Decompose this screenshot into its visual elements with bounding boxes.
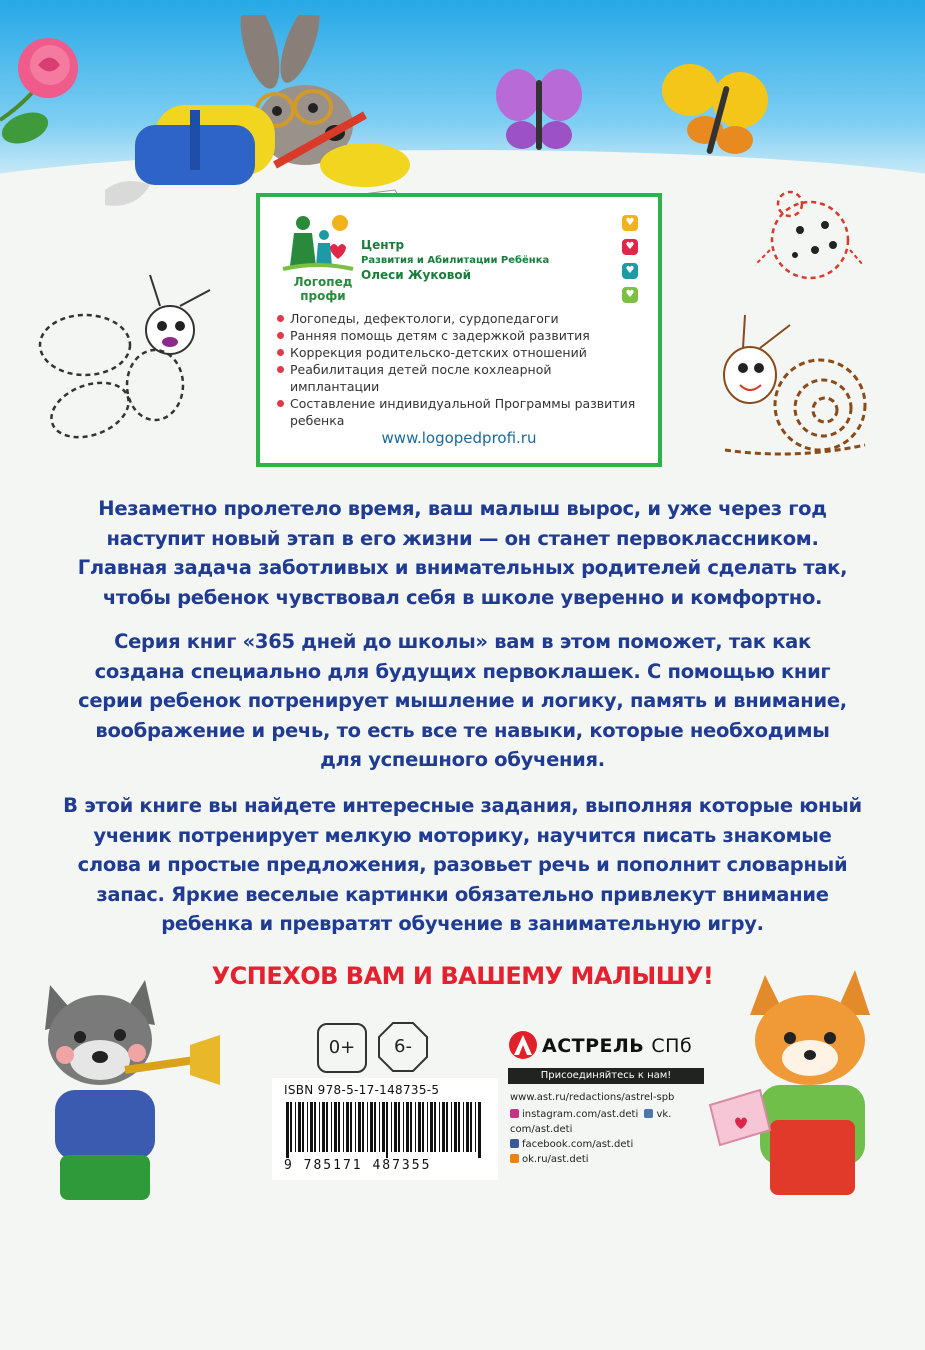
text-line: воображение и речь, то есть все те навыки, которые необходимы [95,718,830,742]
barcode-bar [442,1102,445,1152]
barcode-bar [362,1102,364,1152]
barcode-bar [439,1102,440,1152]
publisher-name-main: АСТРЕЛЬ [542,1035,645,1057]
barcode-bar [346,1102,349,1152]
barcode-bar [379,1102,380,1152]
join-us-banner: Присоединяйтесь к нам! [508,1068,704,1084]
barcode-bar [358,1102,361,1152]
paragraph-series [40,627,885,775]
services-list [274,310,644,429]
service-item: Логопеды, дефектологи, сурдопедагоги [274,310,644,327]
barcode-bar [310,1102,313,1152]
heart-icons-column [622,215,642,311]
barcode-bar [326,1102,328,1152]
barcode-bar [319,1102,320,1152]
barcode-digits: 9 785171 487355 [284,1158,432,1173]
barcode-bar [322,1102,325,1152]
paragraph-book [40,791,885,939]
barcode-bar [290,1102,292,1152]
vk-link[interactable]: vk. [656,1109,672,1120]
barcode-bar [427,1102,428,1152]
social-row-instagram [510,1107,710,1122]
logopedprofi-logo [278,211,358,301]
wolf-trumpet-illustration [25,965,225,1200]
heart-icon: ♥ [622,239,638,255]
isbn-label: ISBN 978-5-17-148735-5 [284,1083,440,1097]
barcode-bar [343,1102,344,1152]
publisher-website-link[interactable]: www.ast.ru/redactions/astrel-spb [510,1092,675,1103]
facebook-icon [510,1139,519,1148]
isbn-block [272,1078,498,1180]
heart-icon: ♥ [622,263,638,279]
dotted-bee-illustration [30,270,230,470]
barcode-bar [451,1102,452,1152]
text-line: наступит новый этап в его жизни — он станет первоклассником. [106,526,819,550]
instagram-icon [510,1109,519,1118]
barcode-bar [415,1102,416,1152]
instagram-link[interactable]: instagram.com/ast.deti [522,1109,639,1120]
heart-icon: ♥ [622,287,638,303]
barcode-bar [406,1102,409,1152]
barcode-bar [418,1102,421,1152]
barcode-bar [334,1102,337,1152]
text-line: ребенка и превратят обучение в занимательную игру. [161,912,764,935]
rose-flower-illustration [0,10,80,150]
publisher-links [510,1090,710,1167]
logopedprofi-website-link[interactable]: www.logopedprofi.ru [381,429,537,447]
center-title [361,238,549,283]
barcode-bar [478,1102,481,1158]
text-line: чтобы ребенок чувствовал себя в школе уверенно и комфортно. [102,585,823,609]
barcode-bar [367,1102,368,1152]
logopedprofi-ad-box [256,193,662,467]
barcode-bar [398,1102,400,1152]
barcode-bar [307,1102,308,1152]
barcode-bar [370,1102,373,1152]
vk-link-continued[interactable]: com/ast.deti [510,1124,573,1135]
barcode-bar [403,1102,404,1152]
logo-label [278,275,368,303]
text-line: создана специально для будущих первоклашек. С помощью книг [94,659,831,683]
astrel-logo-icon [508,1030,538,1060]
barcode-bar [286,1102,289,1158]
barcode-bar [463,1102,464,1152]
facebook-link[interactable]: facebook.com/ast.deti [522,1139,634,1150]
barcode-bar [430,1102,433,1152]
barcode-bar [458,1102,460,1152]
text-line: слова и простые предложения, разовьет речь и пополнит словарный [77,853,848,876]
barcode-bar [391,1102,392,1152]
barcode-image [284,1102,486,1158]
barcode-bar [422,1102,424,1152]
service-item: Реабилитация детей после кохлеарной имплантации [274,361,644,395]
barcode-bar [338,1102,340,1152]
barcode-bar [374,1102,376,1152]
barcode-bar [386,1102,388,1158]
social-row-ok [510,1152,710,1167]
barcode-bar [466,1102,469,1152]
logo-line2: профи [300,289,346,303]
text-line: В этой книге вы найдете интересные задания, выполняя которые юный [63,794,862,817]
slogan: УСПЕХОВ ВАМ И ВАШЕМУ МАЛЫШУ! [211,962,714,990]
barcode-bar [394,1102,397,1152]
barcode-bar [475,1102,476,1152]
barcode-bar [314,1102,316,1152]
barcode-bar [454,1102,457,1152]
heart-icon: ♥ [622,215,638,231]
barcode-bar [302,1102,304,1152]
text-line: для успешного обучения. [320,748,605,771]
age-badge-text: 6- [394,1036,412,1057]
barcode-bar [350,1102,352,1152]
service-item: Ранняя помощь детям с задержкой развития [274,327,644,344]
publisher-name [542,1035,692,1057]
barcode-bar [434,1102,436,1152]
text-line: ученик потренирует мелкую моторику, научится писать знакомые [93,823,832,847]
age-rating-badge: 0+ [317,1023,367,1073]
barcode-bar [382,1102,385,1152]
barcode-bar [295,1102,296,1152]
text-line: серии ребенок потренирует мышление и логику, память и внимание, [78,689,847,712]
text-line: Незаметно пролетело время, ваш малыш вырос, и уже через год [98,497,827,520]
center-title-line1: Центр [361,238,405,252]
barcode-bar [470,1102,472,1152]
center-title-line3: Олеси Жуковой [361,268,471,282]
publisher-city: СПб [651,1035,693,1057]
age-badge-octagon [377,1021,429,1073]
barcode-bar [446,1102,448,1152]
service-item: Составление индивидуальной Программы развития ребенка [274,395,644,429]
social-row-facebook [510,1137,710,1152]
barcode-bar [331,1102,332,1152]
text-line: Главная задача заботливых и внимательных родителей сделать так, [77,556,848,579]
service-item: Коррекция родительско-детских отношений [274,344,644,361]
center-title-line2: Развития и Абилитации Ребёнка [361,255,550,266]
family-logo-icon [278,211,358,273]
text-line: Серия книг «365 дней до школы» вам в этом поможет, так как [114,630,811,653]
logo-line1: Логопед [293,275,353,289]
barcode-bar [298,1102,301,1152]
odnoklassniki-icon [510,1154,519,1163]
barcode-bar [410,1102,412,1152]
dotted-ladybug-illustration [755,180,865,290]
paragraph-intro [40,494,885,612]
ok-link[interactable]: ok.ru/ast.deti [522,1154,589,1165]
butterflies-illustration [490,55,780,165]
dotted-snail-illustration [715,310,875,470]
text-line: запас. Яркие веселые картинки обязательно привлекут внимание [96,882,829,906]
vk-icon [644,1109,653,1118]
barcode-bar [355,1102,356,1152]
fox-letter-illustration [705,960,905,1200]
